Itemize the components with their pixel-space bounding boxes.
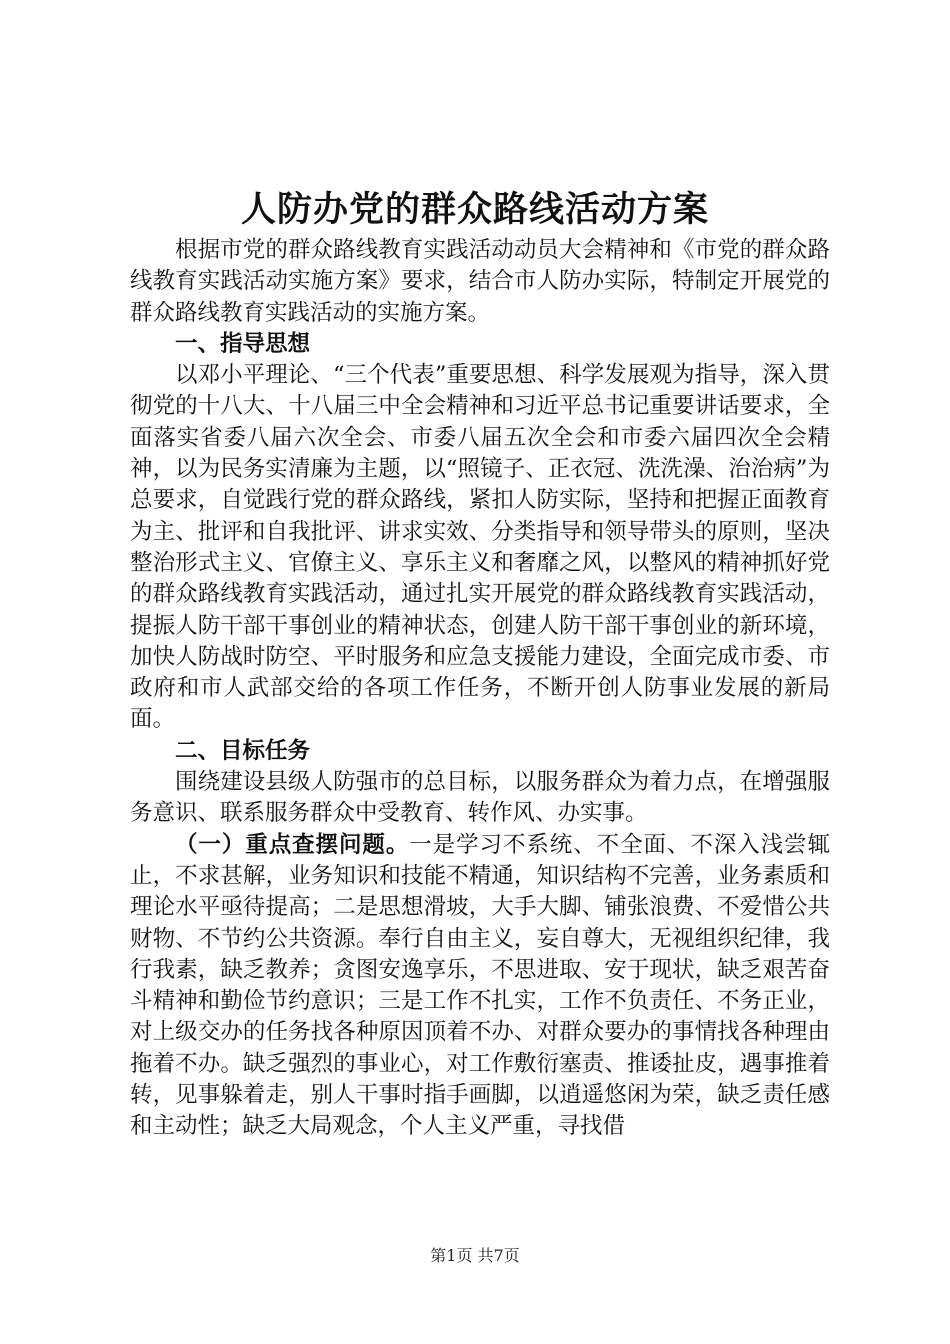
document-body — [130, 235, 830, 1143]
section-heading-guiding-ideology: 一、指导思想 — [175, 330, 311, 357]
key-issues-paragraph — [130, 830, 830, 1143]
guiding-ideology-paragraph: 以邓小平理论、“三个代表”重要思想、科学发展观为指导，深入贯彻党的十八大、十八届三中全会精神和习近平总书记重要讲话要求，全面落实省委八届六次全会、市委八届五次全会和市委六届四次全会精神，以为民务实清廉为主题，以“照镜子、正衣冠、洗洗澡、治治病”为总要求，自觉践行党的群众路线，紧扣人防实际，坚持和把握正面教育为主、批评和自我批评、讲求实效、分类指导和领导带头的原则，坚决整治形式主义、官僚主义、享乐主义和奢靡之风，以整风的精神抓好党的群众路线教育实践活动，通过扎实开展党的群众路线教育实践活动，提振人防干部干事创业的精神状态，创建人防干部干事创业的新环境，加快人防战时防空、平时服务和应急支援能力建设，全面完成市委、市政府和市人武部交给的各项工作任务，不断开创人防事业发展的新局面。 — [130, 362, 830, 733]
section-heading-goals: 二、目标任务 — [175, 737, 311, 764]
key-issues-text: 一是学习不系统、不全面、不深入浅尝辄止，不求甚解，业务知识和技能不精通，知识结构不完善，业务素质和理论水平亟待提高；二是思想滑坡，大手大脚、铺张浪费、不爱惜公共财物、不节约公共资源。奉行自由主义，妄自尊大，无视组织纪律，我行我素，缺乏教养；贪图安逸享乐，不思进取、安于现状，缺乏艰苦奋斗精神和勤俭节约意识；三是工作不扎实，工作不负责任、不务正业，对上级交办的任务找各种原因顶着不办、对群众要办的事情找各种理由拖着不办。缺乏强烈的事业心，对工作敷衍塞责、推诿扯皮，遇事推着转，见事躲着走，别人干事时指手画脚，以逍遥悠闲为荣，缺乏责任感和主动性；缺乏大局观念，个人主义严重，寻找借 — [130, 831, 830, 1140]
page-footer: 第1页 共7页 — [430, 1246, 520, 1265]
intro-paragraph: 根据市党的群众路线教育实践活动动员大会精神和《市党的群众路线教育实践活动实施方案》要求，结合市人防办实际，特制定开展党的群众路线教育实践活动的实施方案。 — [130, 237, 830, 326]
key-issues-lead: （一）重点查摆问题。 — [175, 831, 410, 858]
goals-paragraph: 围绕建设县级人防强市的总目标，以服务群众为着力点，在增强服务意识、联系服务群众中受教育、转作风、办实事。 — [130, 769, 830, 827]
document-title: 人防办党的群众路线活动方案 — [240, 190, 709, 230]
